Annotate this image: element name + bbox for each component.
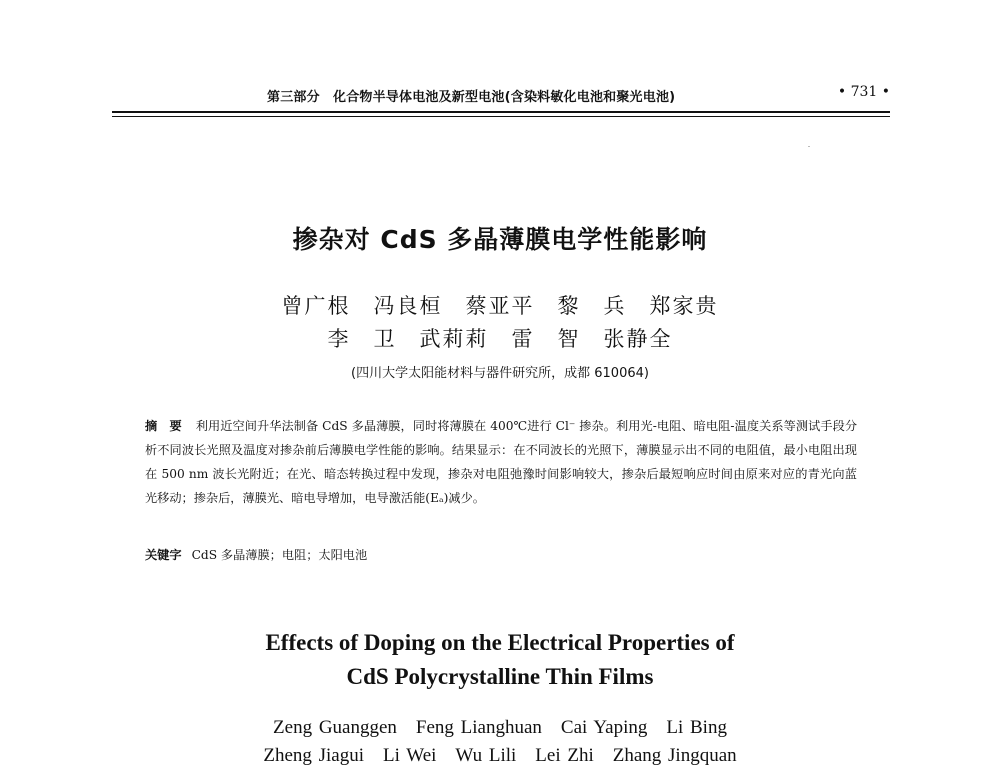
- abstract-cn: [145, 414, 857, 510]
- abstract-label: 摘 要: [145, 419, 182, 433]
- abstract-text: 利用近空间升华法制备 CdS 多晶薄膜，同时将薄膜在 400℃进行 Cl⁻ 掺杂。利用光-电阻、暗电阻-温度关系等测试手段分析不同波长光照及温度对掺杂前后薄膜电学性能的影响。结果显示：在不同波长的光照下，薄膜显示出不同的电阻值，最小电阻出现在 500 nm 波长光附近；在光、暗态转换过程中发现，掺杂对电阻弛豫时间影响较大，掺杂后最短响应时间由原来对应的青光向蓝光移动；掺杂后，薄膜光、暗电导增加，电导激活能(Eₐ)减少。: [145, 419, 858, 505]
- keywords-text: CdS 多晶薄膜；电阻；太阳电池: [191, 548, 368, 562]
- authors-cn-line2: 李 卫 武莉莉 雷 智 张静全: [327, 327, 673, 351]
- header-rule-thick: [112, 111, 890, 113]
- title-en-line2: CdS Polycrystalline Thin Films: [346, 664, 654, 689]
- title-cn: 掺杂对 CdS 多晶薄膜电学性能影响: [292, 225, 708, 254]
- affiliation-cn: (四川大学太阳能材料与器件研究所，成都 610064): [351, 366, 649, 381]
- running-header: [112, 86, 890, 110]
- keywords-cn: [145, 546, 857, 563]
- title-en-line1: Effects of Doping on the Electrical Properties of: [265, 630, 735, 655]
- scan-speck: [808, 146, 810, 147]
- page-number: • 731 •: [837, 84, 890, 100]
- keywords-label: 关键字: [145, 548, 182, 562]
- authors-en-line2: Zheng Jiagui Li Wei Wu Lili Lei Zhi Zhang Jingquan: [263, 745, 737, 766]
- running-header-section: 第三部分 化合物半导体电池及新型电池(含染料敏化电池和聚光电池): [267, 90, 676, 105]
- authors-en-line1: Zeng Guanggen Feng Lianghuan Cai Yaping Li Bing: [273, 717, 727, 738]
- authors-cn-line1: 曾广根 冯良桓 蔡亚平 黎 兵 郑家贵: [281, 294, 719, 318]
- header-rule-thin: [112, 116, 890, 117]
